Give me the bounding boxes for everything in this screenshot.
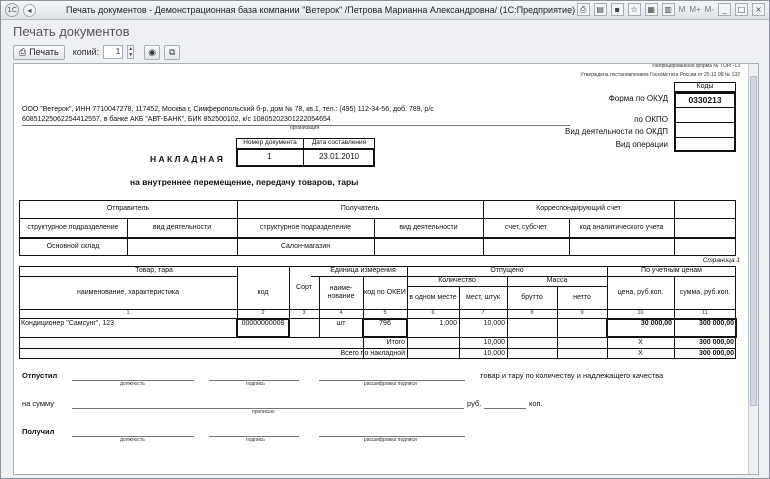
operation-label: Вид операции	[615, 140, 668, 149]
copies-label: копий:	[72, 47, 100, 57]
okdp-label: Вид деятельности по ОКДП	[564, 127, 668, 136]
row-sum: 300 000,00	[698, 320, 734, 327]
col-num: 7	[481, 309, 485, 316]
col-num: 3	[302, 309, 306, 316]
scrollbar-thumb[interactable]	[750, 76, 757, 406]
position-caption: должность	[120, 381, 145, 387]
table-divider	[674, 200, 675, 256]
sort-header: Сорт	[296, 283, 312, 291]
row-places: 10,000	[483, 320, 505, 327]
unit-header: Единица измерения	[330, 267, 396, 275]
window-title: Печать документов - Демонстрационная база компании "Ветерок" /Петрова Марианна Александровна/ (1С:Предприятие)	[66, 5, 576, 15]
kop-label: коп.	[529, 399, 543, 408]
vertical-scrollbar[interactable]	[748, 64, 758, 474]
doc-date: 23.01.2010	[318, 152, 360, 162]
receiver-activity-header: вид деятельности	[399, 223, 458, 231]
memory-m-plus[interactable]: M+	[689, 5, 701, 14]
net-header: нетто	[573, 293, 591, 301]
print-button[interactable]	[13, 45, 65, 60]
receiver-header: Получатель	[340, 205, 380, 213]
price-header: цена, руб.коп.	[617, 288, 664, 296]
sender-value: Основной склад	[46, 243, 100, 251]
minimize-button[interactable]: _	[718, 3, 731, 16]
organization-line-2: 60851225062254412557, в банке АКБ "АВТ-БАНК", БИК 852500102, к/с 10805202301222054654	[22, 116, 331, 123]
total-label: Итого	[386, 338, 405, 346]
approved-label: Утверждена постановлением Госкомстата России от 25.12.98 № 132	[580, 72, 740, 78]
total-price: X	[638, 338, 643, 346]
doc-number-header: Номер документа	[243, 139, 297, 147]
on-sum-label: на сумму	[22, 399, 54, 408]
sum-header: сумма, руб.коп.	[679, 288, 731, 296]
col-num: 2	[261, 309, 265, 316]
codes-header: Коды	[696, 83, 714, 91]
gross-header: брутто	[521, 293, 543, 301]
document-subtitle: на внутреннее перемещение, передачу товаров, тары	[130, 177, 359, 187]
preview-icon[interactable]: ▤	[594, 3, 607, 16]
maximize-button[interactable]: □	[735, 3, 748, 16]
released-label: Отпустил	[22, 371, 58, 380]
back-button[interactable]: ◂	[23, 4, 36, 17]
received-label: Получил	[22, 427, 55, 436]
calendar-icon[interactable]: ▥	[662, 3, 675, 16]
print-icon[interactable]: ⎙	[577, 3, 590, 16]
row-price: 30 000,00	[640, 320, 672, 327]
goods-header: Товар, тара	[135, 267, 173, 275]
kop-line	[484, 408, 526, 409]
signature-caption: подпись	[246, 437, 265, 443]
sender-activity-header: вид деятельности	[152, 223, 212, 231]
row-in-one: 1,000	[439, 320, 457, 327]
okud-label: Форма по ОКУД	[608, 94, 668, 103]
favorite-icon[interactable]: ☆	[628, 3, 641, 16]
grand-places: 10,000	[483, 349, 505, 357]
okpo-label: по ОКПО	[634, 115, 668, 124]
shipped-header: Отпущено	[490, 267, 524, 275]
col-num: 1	[126, 309, 130, 316]
prices-header: По учетным ценам	[641, 267, 702, 275]
account-header: Корреспондирующий счет	[536, 205, 621, 213]
row-okei: 796	[379, 320, 391, 327]
subaccount-header: счет, субсчет	[505, 223, 547, 231]
decoding-caption: расшифровка подписи	[364, 437, 417, 443]
print-label: Печать	[29, 47, 59, 57]
name-header: наименование, характеристика	[76, 288, 180, 296]
col-num: 9	[580, 309, 584, 316]
unit-name-header: наиме-нование	[327, 285, 355, 300]
quantity-header: Количество	[438, 277, 476, 285]
col-num: 6	[431, 309, 435, 316]
memory-m-minus[interactable]: M-	[704, 5, 714, 14]
position-caption: должность	[120, 437, 145, 443]
total-sum: 300 000,00	[698, 338, 734, 346]
copies-spinner[interactable]: ▲ ▼	[128, 46, 134, 58]
places-header: мест, штук	[466, 293, 500, 301]
search-icon[interactable]: ◉	[144, 45, 160, 60]
page-number: Страница 1	[702, 257, 740, 264]
receiver-struct-header: структурное подразделение	[259, 223, 352, 231]
row-unit: шт	[336, 320, 346, 327]
in-one-place-header: в одном месте	[409, 293, 457, 301]
col-num: 8	[530, 309, 534, 316]
grand-sum: 300 000,00	[698, 349, 734, 357]
codes-divider	[674, 122, 736, 123]
grand-price: X	[638, 349, 643, 357]
document-title: Н А К Л А Д Н А Я	[150, 154, 223, 164]
close-button[interactable]: ×	[752, 3, 765, 16]
codes-divider	[674, 107, 736, 108]
codes-divider	[674, 137, 736, 138]
row-code: 00000000008	[241, 320, 285, 327]
decoding-caption: расшифровка подписи	[364, 381, 417, 387]
col-num: 4	[339, 309, 343, 316]
printer-icon: ⎙	[19, 46, 27, 57]
signature-caption: подпись	[246, 381, 265, 387]
rub-label: руб.	[467, 399, 482, 408]
calc-icon[interactable]: ▦	[645, 3, 658, 16]
doc-number: 1	[267, 152, 272, 162]
col-num: 5	[383, 309, 387, 316]
code-header: код	[257, 288, 269, 296]
copy-icon[interactable]: ⧉	[164, 45, 180, 60]
title-bar	[1, 1, 769, 20]
unified-form-label: Унифицированная форма № ТОРГ-13	[651, 63, 740, 69]
document-preview[interactable]	[13, 63, 759, 475]
col-num: 10	[637, 309, 644, 316]
save-icon[interactable]: ▪	[611, 3, 624, 16]
row-name: Кондиционер "Самсунг", 123	[21, 320, 115, 327]
page-title: Печать документов	[13, 24, 130, 39]
col-num: 11	[702, 309, 708, 316]
sender-header: Отправитель	[106, 205, 150, 213]
in-words-caption: прописью	[252, 409, 275, 415]
app-icon[interactable]: 1С	[5, 3, 19, 17]
quality-text: товар и тару по количеству и надлежащего качества	[480, 371, 664, 380]
analytic-code-header: код аналитического учета	[579, 223, 664, 231]
okei-header: код по ОКЕИ	[364, 288, 406, 296]
mass-header: Масса	[546, 277, 568, 285]
toolbar	[13, 44, 180, 60]
organization-line-1: ООО "Ветерок", ИНН 7710047278, 117452, Москва г, Симферопольский б-р, дом № 78, кв.1, тел.: (495) 112-34-56, доб. 789, р/с	[22, 106, 434, 113]
okud-code: 0330213	[688, 94, 722, 105]
total-places: 10,000	[483, 338, 505, 346]
sender-struct-header: структурное подразделение	[27, 223, 119, 231]
organization-caption: организация	[290, 125, 320, 131]
receiver-value: Салон-магазин	[280, 243, 331, 251]
memory-m[interactable]: M	[678, 5, 686, 14]
doc-date-header: Дата составления	[311, 139, 367, 147]
grand-total-label: Всего по накладной	[340, 349, 405, 357]
copies-input[interactable]: 1	[103, 45, 123, 59]
